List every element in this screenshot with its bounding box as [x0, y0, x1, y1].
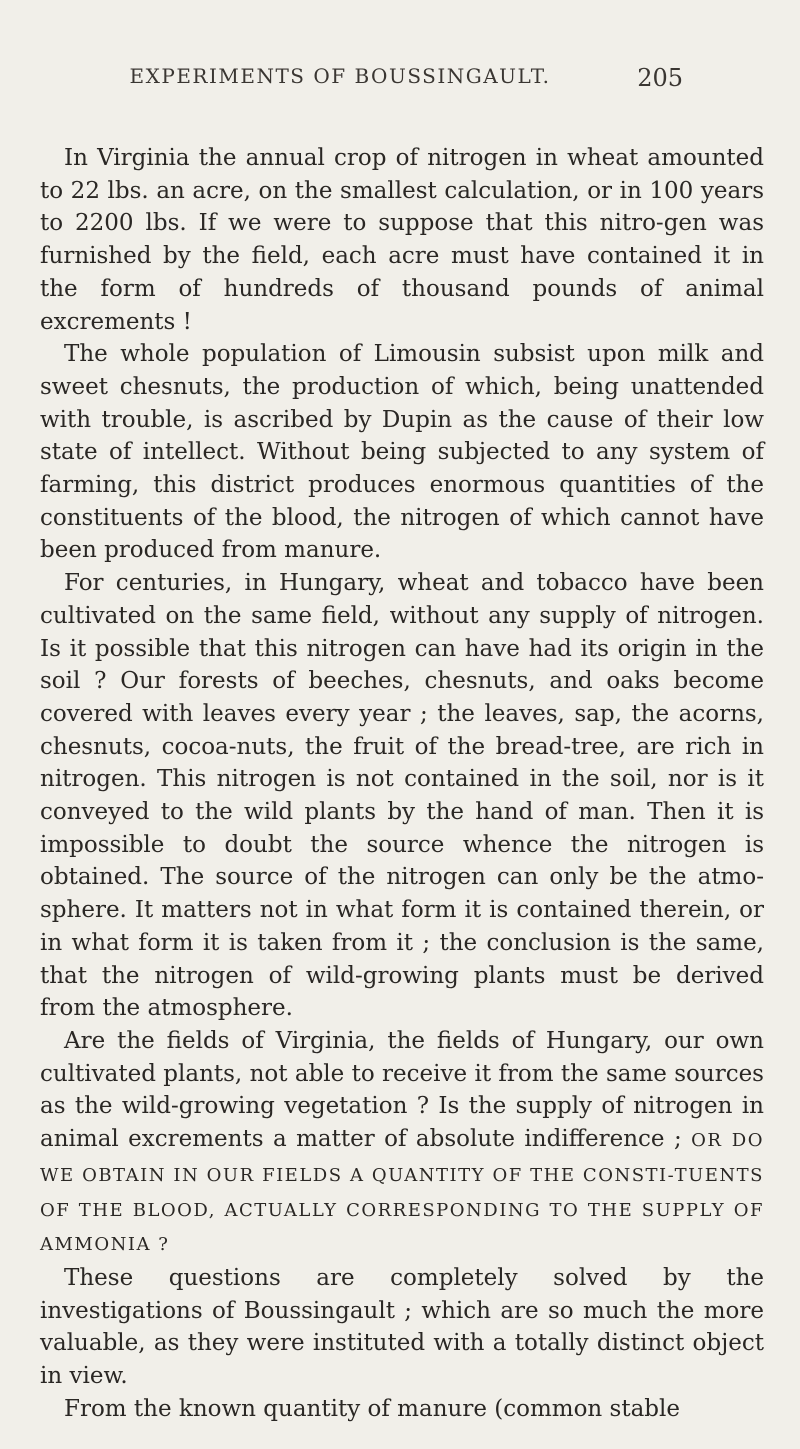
page-number: 205: [637, 64, 683, 92]
paragraph: The whole population of Limousin subsist upon milk and sweet chesnuts, the production of which, being unattended with trouble, is ascribed by Dupin as the cause of their low state of intellect. Without being subjected to any system of farming, this district produces enormous quantities of the constituents of the blood, the nitrogen of which cannot have been produced from manure.: [40, 341, 764, 564]
paragraph: For centuries, in Hungary, wheat and tobacco have been cultivated on the same field, without any supply of nitrogen. Is it possible that this nitrogen can have had its origin in the soil ? Our forests of beeches, chesnuts, and oaks become covered with leaves every year ; the leaves, sap, the acorns, chesnuts, cocoa-nuts, the fruit of the bread-tree, are rich in nitrogen. This nitrogen is not contained in the soil, nor is it conveyed to the wild plants by the hand of man. Then it is impossible to doubt the source whence the nitrogen is obtained. The source of the nitrogen can only be the atmo-sphere. It matters not in what form it is contained therein, or in what form it is taken from it ; the conclusion is the same, that the nitrogen of wild-growing plants must be derived from the atmosphere.: [40, 570, 764, 1022]
paragraph-text: Are the fields of Virginia, the fields of Hungary, our own cultivated plants, not able to receive it from the same sources as the wild-growing vegetation ? Is the supply of nitrogen in animal excrements a matter of absolute indifference ;: [40, 1027, 764, 1153]
paragraph: In Virginia the annual crop of nitrogen in wheat amounted to 22 lbs. an acre, on the smallest calculation, or in 100 years to 2200 lbs. If we were to suppose that this nitro-gen was furnished by the field, each acre must have contained it in the form of hundreds of thousand pounds of animal excrements !: [40, 145, 764, 335]
paragraph: [40, 1025, 764, 1262]
running-head: EXPERIMENTS OF BOUSSINGAULT.: [129, 64, 551, 88]
page-header: [120, 64, 683, 104]
paragraph: These questions are completely solved by the investigations of Boussingault ; which are so much the more valuable, as they were instituted with a totally distinct object in view.: [40, 1264, 764, 1390]
paragraph: From the known quantity of manure (common stable: [64, 1395, 680, 1422]
smallcaps-text: OR DO WE OBTAIN IN OUR FIELDS A QUANTITY OF THE CONSTI-TUENTS OF THE BLOOD, ACTUALLY CORRESPONDING TO THE SUPPLY OF AMMONIA ?: [40, 1130, 764, 1256]
body-text: [40, 142, 764, 1425]
